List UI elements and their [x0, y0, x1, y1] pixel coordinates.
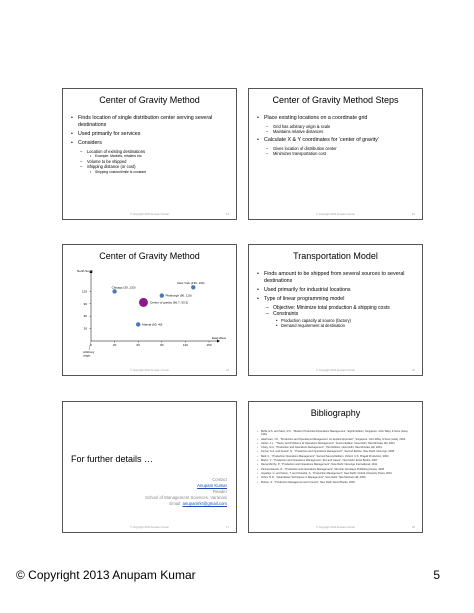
slide-footer: © Copyright 2013 Anupam Kumar: [130, 526, 169, 529]
reference-item: • Vohra, N.D., "Quantitative Techniques in Management", New Delhi: Tata McGraw Hill, 2009.: [257, 476, 414, 479]
data-point: [136, 322, 140, 326]
bullet: • Considers: [71, 140, 230, 147]
reference-item: • Jayadevi, G. and Soren, T. and Chandra, S., "Production Management", New Delhi: Oxford University Press, 2010.: [257, 472, 414, 475]
x-tick-label: 60: [136, 343, 140, 347]
reference-item: • Kumar, S.A. and Suresh, N., "Production and Operations Management", Second Edition, New Delhi: New Age, 2008.: [257, 450, 414, 453]
sub-sub-bullet: • Example: Markets, retailers etc.: [71, 154, 230, 159]
bullet: • Used primarily for industrial locations: [257, 287, 416, 294]
reference-item: • Martin, V., "Production and Operations Management: Text and Cases", New Delhi: Excel Books, 2007.: [257, 459, 414, 462]
sub-bullet: – Shipping distance (or cost): [71, 164, 230, 169]
sub-bullet: – Minimizes transportation cost: [257, 151, 416, 156]
data-point-label: Chicago (30, 120): [111, 285, 136, 290]
sub-bullet: – Grid has arbitrary origin & scale: [257, 124, 416, 129]
x-tick-label: 30: [112, 343, 117, 347]
origin-label-line2: origin: [83, 353, 91, 358]
slide-center-of-gravity-steps: [248, 88, 423, 220]
slide-number: 15: [226, 369, 229, 372]
sub-sub-bullet: • Demand requirement at destination: [257, 323, 416, 328]
sub-sub-bullet: • Production capacity at source (factory): [257, 318, 416, 323]
slide-number: 14: [412, 213, 415, 216]
x-tick-label: 150: [206, 343, 212, 347]
bullet: • Type of linear programming model: [257, 296, 416, 303]
slide-body: [257, 115, 416, 157]
y-tick-label: 60: [83, 314, 87, 319]
slide-bibliography: [248, 401, 423, 533]
slide-center-of-gravity-chart: [62, 244, 237, 376]
x-tick-label: 90: [160, 343, 164, 347]
author-school: School of Management Sciences, Varanasi: [145, 495, 227, 500]
slide-center-of-gravity-method: [62, 88, 237, 220]
bullet: • Finds amount to be shipped from several sources to several destinations: [257, 271, 416, 285]
email-link[interactable]: anupamrkr@gmail.com: [182, 501, 227, 506]
y-axis-label: North-South: [76, 269, 94, 273]
data-point: [139, 298, 148, 307]
sub-bullet: – Gives location of distribution center: [257, 146, 416, 151]
author-name-link[interactable]: Anupam Kumar: [197, 483, 227, 488]
slide-transportation-model: [248, 244, 423, 376]
slide-number: 16: [412, 369, 415, 372]
slide-number: 18: [412, 526, 415, 529]
data-point: [112, 289, 116, 293]
data-point: [160, 293, 164, 297]
center-of-gravity-chart: [63, 269, 236, 374]
slide-title: Bibliography: [310, 408, 361, 418]
bullet: • Place existing locations on a coordinate grid: [257, 115, 416, 122]
contact-heading: Contact: [212, 477, 227, 482]
slide-footer: © Copyright 2013 Anupam Kumar: [130, 213, 169, 216]
reference-item: • Hashmani, J.K., "Production and Operations Management: An Applied Approach", Singapore: John Wiley & Sons (Asia), 2004.: [257, 438, 414, 441]
reference-item: • Heizer, J.L., "Theory and Problems of Operations Management", Second Edition, New Delhi: Tata McGraw Hill, 2004.: [257, 442, 414, 445]
sub-bullet: – Objective: Minimize total production & shipping costs: [257, 305, 416, 311]
slide-title: Transportation Model: [293, 251, 378, 261]
sub-bullet: – Constraints: [257, 311, 416, 317]
slide-title: Center of Gravity Method Steps: [272, 95, 399, 105]
slide-title: For further details …: [71, 454, 154, 464]
y-tick-label: 90: [83, 301, 87, 306]
slide-body: [257, 271, 416, 329]
slide-body: [71, 115, 230, 174]
email-label: Email:: [169, 501, 182, 506]
sub-bullet: – Location of existing destinations: [71, 149, 230, 154]
data-point-label: Pittsburgh (90, 110): [165, 293, 192, 298]
data-point: [191, 285, 195, 289]
slide-further-details: [62, 401, 237, 533]
slide-footer: © Copyright 2013 Anupam Kumar: [316, 213, 355, 216]
bibliography-list: [257, 430, 414, 485]
page-copyright: © Copyright 2013 Anupam Kumar: [16, 568, 196, 582]
slide-number: 17: [226, 526, 229, 529]
author-email-line: [145, 501, 227, 507]
bullet: • Calculate X & Y coordinates for ‘center of gravity’: [257, 137, 416, 144]
reference-item: • Bedi, K., "Production Operations Management", Second Second Edition, Oxford, U.K: Pragati Production, 2004.: [257, 455, 414, 458]
reference-item: • Rama Murthy, P., "Production and Operations Management", New Delhi: New Age International, 2011.: [257, 463, 414, 466]
x-tick-label: 120: [182, 343, 188, 347]
author-role: Reader: [212, 489, 227, 494]
sub-bullet: – Maintains relative distances: [257, 129, 416, 134]
y-tick-label: 30: [83, 326, 87, 331]
reference-item: • Chary, S.N., "Production and Operations Management", Third Edition, New Delhi: Tata McGraw Hill, 2004.: [257, 446, 414, 449]
sub-sub-bullet: • Shipping cost/unit/mile is constant: [71, 170, 230, 175]
page-number: 5: [433, 568, 440, 582]
slide-footer: © Copyright 2013 Anupam Kumar: [316, 369, 355, 372]
origin-label-line1: Arbitrary: [83, 350, 95, 354]
bullet: • Finds location of single distribution center serving several destinations: [71, 115, 230, 129]
reference-item: • Buffa, E.S. and Sarin, R.K., "Modern Production/Operations Management", Eighth Edition, Singapore: John Wiley & Sons (Asia), 1994.: [257, 430, 414, 437]
slide-number: 13: [226, 213, 229, 216]
slide-title: Center of Gravity Method: [99, 251, 200, 261]
data-point-label: Center of gravity (66.7, 93.3): [149, 300, 189, 305]
slide-footer: © Copyright 2013 Anupam Kumar: [130, 369, 169, 372]
data-point-label: New York (130, 130): [177, 280, 205, 285]
x-tick-label: 0: [90, 343, 92, 347]
bullet: • Used primarily for services: [71, 131, 230, 138]
reference-item: • Mohan, S., "Production Management and Control", New Delhi: Excel Books, 2009.: [257, 481, 414, 484]
data-point-label: Atlanta (60, 40): [141, 322, 163, 327]
sub-bullet: – Volume to be shipped: [71, 159, 230, 164]
slide-title: Center of Gravity Method: [99, 95, 200, 105]
x-axis-label: East-West: [212, 336, 226, 340]
reference-item: • Panneerselvam, R., "Production and Operations Management", Mumbai: Himalaya Publishing House, 2006.: [257, 468, 414, 471]
slide-footer: © Copyright 2013 Anupam Kumar: [316, 526, 355, 529]
contact-block: [145, 477, 227, 507]
y-tick-label: 120: [81, 289, 87, 294]
